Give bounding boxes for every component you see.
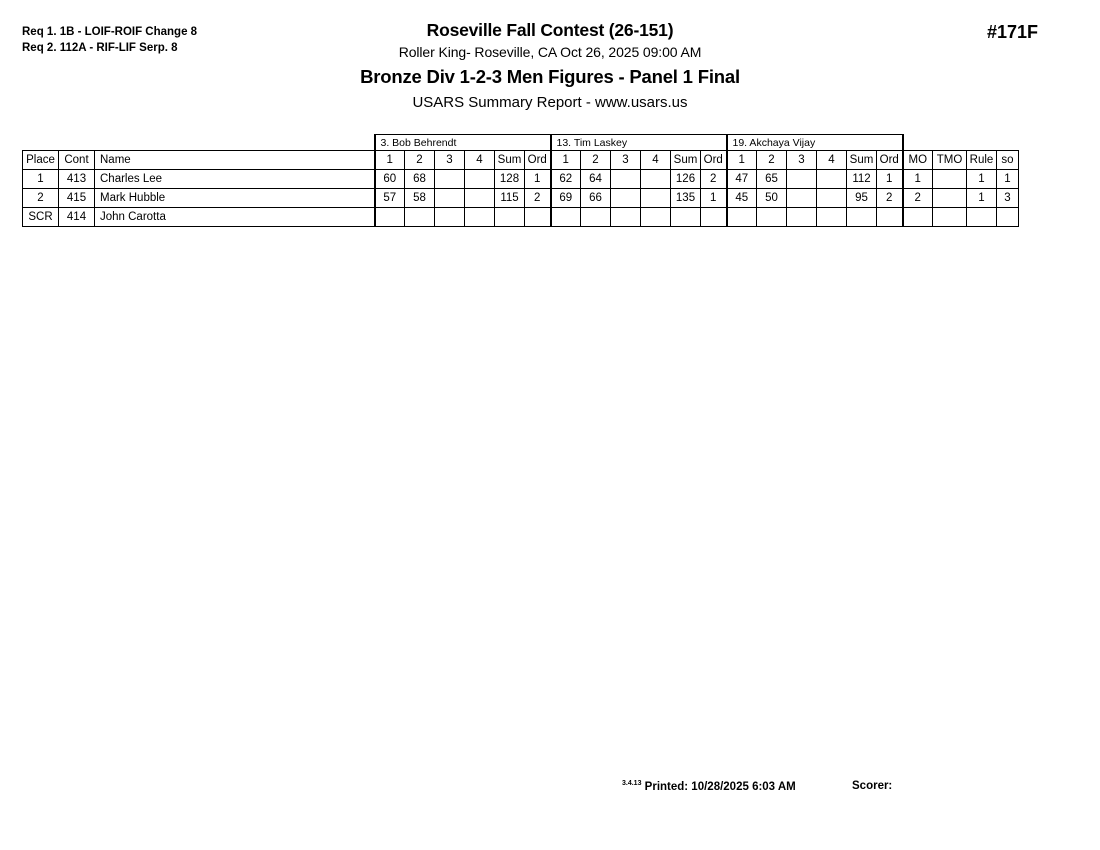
header-tmo: TMO: [933, 151, 967, 170]
scorer-label: Scorer:: [852, 780, 893, 792]
header-name: Name: [95, 151, 375, 170]
row-so: 3: [997, 189, 1019, 208]
spacer-cell: [933, 135, 967, 151]
row-j3-sum: 95: [847, 189, 877, 208]
row-j1-sum: 128: [495, 170, 525, 189]
row-j1-mark-2: 68: [405, 170, 435, 189]
sheet-number: #171F: [986, 22, 1038, 42]
requirement-2-text: Req 2. 112A - RIF-LIF Serp. 8: [22, 42, 178, 54]
header-j2-ord: Ord: [701, 151, 727, 170]
table-row: [23, 170, 1019, 189]
row-j1-sum: 115: [495, 189, 525, 208]
contest-title: Roseville Fall Contest (26-151): [426, 20, 674, 40]
row-j2-mark-3: [611, 189, 641, 208]
header-j2-mark-4: 4: [641, 151, 671, 170]
row-j3-ord: 1: [877, 170, 903, 189]
row-j2-ord: 1: [701, 189, 727, 208]
row-tmo: [933, 208, 967, 227]
row-j2-sum: 126: [671, 170, 701, 189]
row-cont: 413: [59, 170, 95, 189]
header-j1-ord: Ord: [525, 151, 551, 170]
row-place: 1: [23, 170, 59, 189]
row-name: Charles Lee: [95, 170, 375, 189]
row-j3-mark-1: [727, 208, 757, 227]
header-j3-mark-2: 2: [757, 151, 787, 170]
spacer-cell: [967, 135, 997, 151]
header-rule: Rule: [967, 151, 997, 170]
row-cont: 415: [59, 189, 95, 208]
event-title: Bronze Div 1-2-3 Men Figures - Panel 1 Final: [360, 66, 740, 87]
spacer-cell: [23, 135, 59, 151]
row-j3-mark-1: 47: [727, 170, 757, 189]
row-rule: 1: [967, 189, 997, 208]
header-j1-sum: Sum: [495, 151, 525, 170]
row-rule: [967, 208, 997, 227]
row-j3-mark-4: [817, 189, 847, 208]
score-table: [22, 134, 1019, 227]
row-mo: [903, 208, 933, 227]
row-j3-mark-3: [787, 170, 817, 189]
header-so: so: [997, 151, 1019, 170]
header-j3-mark-3: 3: [787, 151, 817, 170]
row-j3-mark-1: 45: [727, 189, 757, 208]
row-j1-mark-4: [465, 208, 495, 227]
header-j1-mark-2: 2: [405, 151, 435, 170]
row-j3-mark-4: [817, 208, 847, 227]
header-j2-sum: Sum: [671, 151, 701, 170]
row-j1-mark-3: [435, 208, 465, 227]
row-j3-mark-3: [787, 208, 817, 227]
judge-3-name: 19. Akchaya Vijay: [727, 135, 903, 151]
spacer-cell: [903, 135, 933, 151]
row-j2-sum: [671, 208, 701, 227]
header-j1-mark-1: 1: [375, 151, 405, 170]
judge-header-row: [23, 135, 1019, 151]
row-j1-ord: [525, 208, 551, 227]
row-j1-ord: 1: [525, 170, 551, 189]
row-rule: 1: [967, 170, 997, 189]
row-j1-mark-3: [435, 189, 465, 208]
row-name: Mark Hubble: [95, 189, 375, 208]
header-j1-mark-4: 4: [465, 151, 495, 170]
header-j3-mark-4: 4: [817, 151, 847, 170]
column-header-row: [23, 151, 1019, 170]
row-cont: 414: [59, 208, 95, 227]
spacer-cell: [95, 135, 375, 151]
row-j3-sum: 112: [847, 170, 877, 189]
row-j2-mark-2: 64: [581, 170, 611, 189]
row-mo: 1: [903, 170, 933, 189]
row-j1-mark-2: [405, 208, 435, 227]
row-j2-mark-2: 66: [581, 189, 611, 208]
row-j2-mark-3: [611, 208, 641, 227]
contest-venue: Roller King- Roseville, CA Oct 26, 2025 09:00 AM: [398, 44, 702, 60]
version-marker: 3.4.13: [622, 780, 642, 787]
header-j2-mark-1: 1: [551, 151, 581, 170]
row-j3-mark-4: [817, 170, 847, 189]
row-j1-mark-4: [465, 170, 495, 189]
row-j1-sum: [495, 208, 525, 227]
header-j3-sum: Sum: [847, 151, 877, 170]
row-j2-mark-4: [641, 170, 671, 189]
table-row: [23, 208, 1019, 227]
spacer-cell: [59, 135, 95, 151]
row-tmo: [933, 170, 967, 189]
header-cont: Cont: [59, 151, 95, 170]
printed-info: [622, 780, 796, 793]
row-so: [997, 208, 1019, 227]
row-j2-ord: [701, 208, 727, 227]
judge-1-name: 3. Bob Behrendt: [375, 135, 551, 151]
printed-timestamp: Printed: 10/28/2025 6:03 AM: [644, 780, 796, 793]
row-j3-ord: [877, 208, 903, 227]
header-mo: MO: [903, 151, 933, 170]
row-j2-mark-1: 69: [551, 189, 581, 208]
row-j3-mark-2: 65: [757, 170, 787, 189]
row-tmo: [933, 189, 967, 208]
row-j1-mark-4: [465, 189, 495, 208]
row-j2-mark-4: [641, 208, 671, 227]
row-j1-mark-1: [375, 208, 405, 227]
header-j1-mark-3: 3: [435, 151, 465, 170]
row-mo: 2: [903, 189, 933, 208]
row-j3-ord: 2: [877, 189, 903, 208]
row-j1-mark-1: 57: [375, 189, 405, 208]
row-so: 1: [997, 170, 1019, 189]
row-j3-mark-2: [757, 208, 787, 227]
header-place: Place: [23, 151, 59, 170]
row-j1-mark-2: 58: [405, 189, 435, 208]
header-j2-mark-3: 3: [611, 151, 641, 170]
row-j1-mark-1: 60: [375, 170, 405, 189]
row-j3-mark-3: [787, 189, 817, 208]
requirement-1-text: Req 1. 1B - LOIF-ROIF Change 8: [22, 26, 198, 38]
row-j2-mark-3: [611, 170, 641, 189]
score-table-wrapper: [22, 134, 1019, 227]
spacer-cell: [997, 135, 1019, 151]
row-j1-mark-3: [435, 170, 465, 189]
header-j3-mark-1: 1: [727, 151, 757, 170]
header-j2-mark-2: 2: [581, 151, 611, 170]
row-j2-mark-1: 62: [551, 170, 581, 189]
row-j2-sum: 135: [671, 189, 701, 208]
table-row: [23, 189, 1019, 208]
row-j3-mark-2: 50: [757, 189, 787, 208]
row-name: John Carotta: [95, 208, 375, 227]
row-j2-mark-1: [551, 208, 581, 227]
report-subtitle: USARS Summary Report - www.usars.us: [412, 94, 688, 111]
row-j2-mark-2: [581, 208, 611, 227]
row-place: SCR: [23, 208, 59, 227]
header-j3-ord: Ord: [877, 151, 903, 170]
row-j1-ord: 2: [525, 189, 551, 208]
row-j3-sum: [847, 208, 877, 227]
row-j2-ord: 2: [701, 170, 727, 189]
row-j2-mark-4: [641, 189, 671, 208]
row-place: 2: [23, 189, 59, 208]
judge-2-name: 13. Tim Laskey: [551, 135, 727, 151]
title-block: [0, 20, 1100, 111]
